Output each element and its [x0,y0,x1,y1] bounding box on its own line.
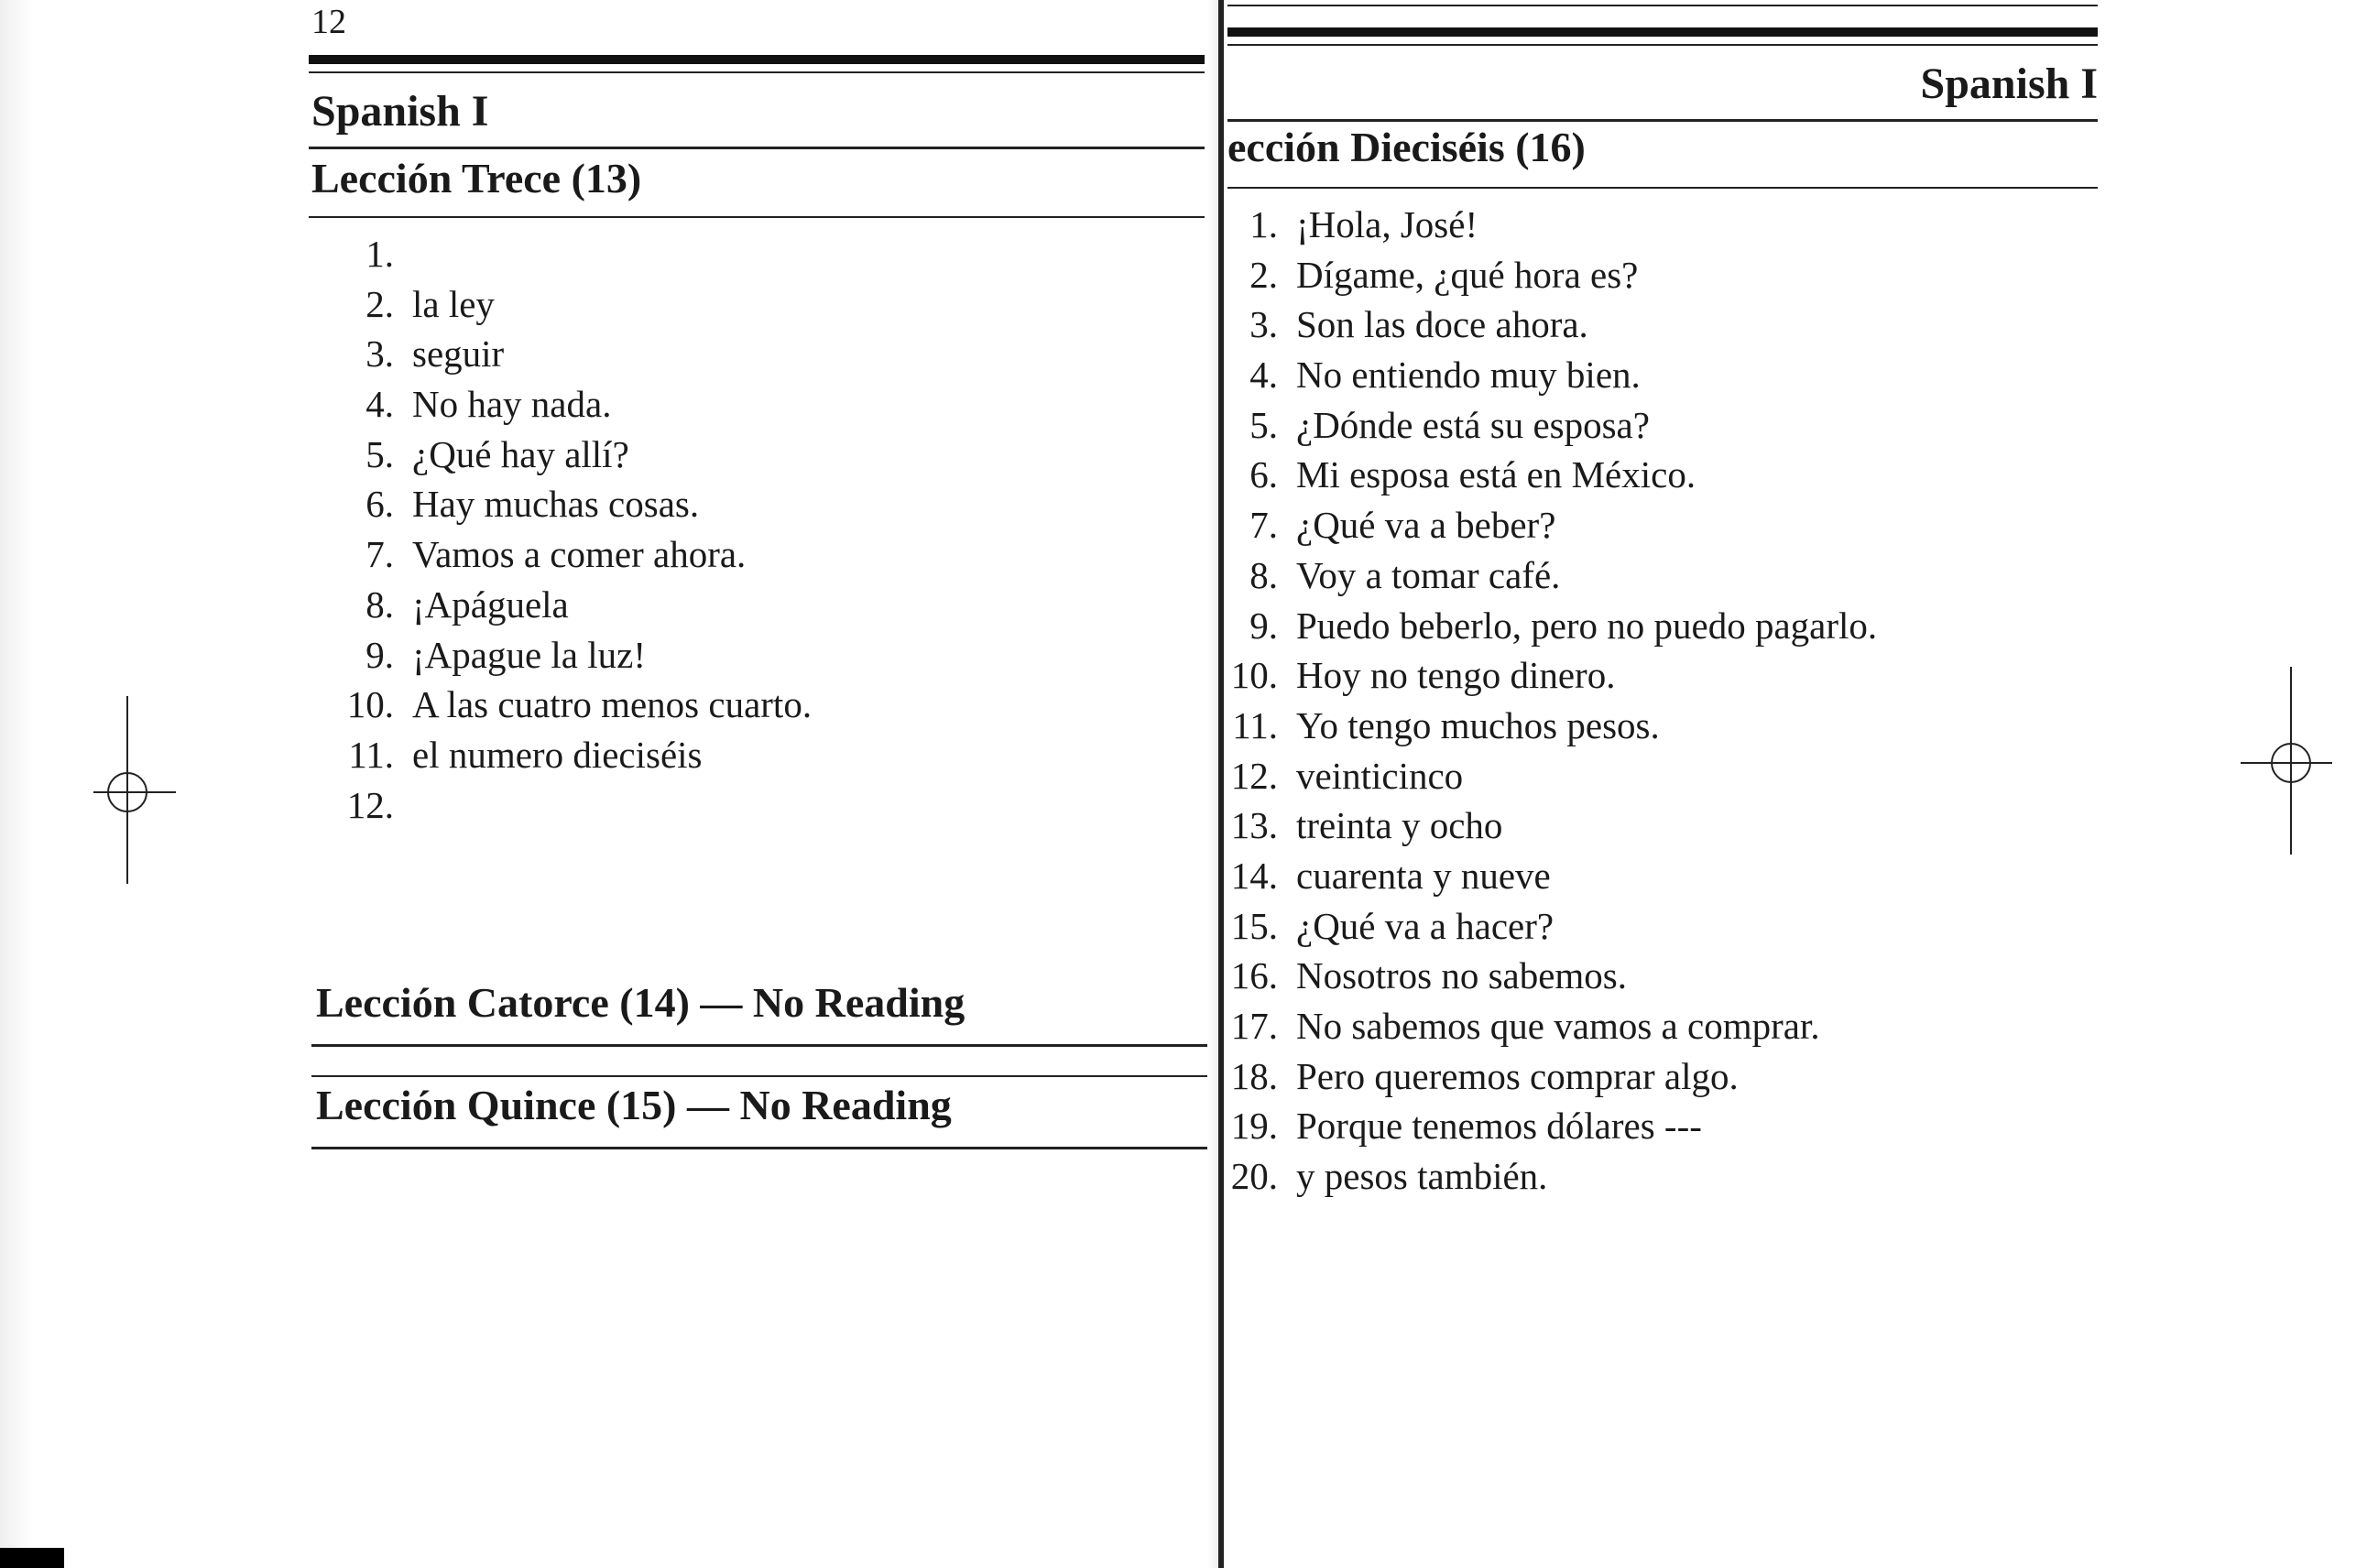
item-text: No entiendo muy bien. [1296,354,1641,397]
page-left-edge-shadow [0,0,33,1568]
list-item [311,780,1173,831]
item-number: 2. [1249,253,1278,296]
lesson-14-rule-bottom [311,1044,1207,1047]
list-item [311,730,1173,780]
lesson-16-rule [1227,187,2098,189]
list-item [1195,901,2093,952]
item-text: ¡Hola, José! [1296,203,1478,245]
list-item [1195,1101,2093,1151]
item-number: 6. [1249,453,1278,496]
list-item [311,329,1173,379]
list-item [1195,701,2093,751]
item-text: ¿Qué va a beber? [1296,504,1556,547]
item-number: 3. [1249,303,1278,346]
list-item [1195,1151,2093,1202]
list-item [311,229,1173,279]
item-number: 4. [1249,354,1278,397]
lesson-15-rule-top [311,1075,1207,1077]
item-number: 2. [365,282,394,325]
item-text: Son las doce ahora. [1296,303,1588,346]
item-text: ¡Apague la luz! [412,633,646,676]
item-number: 10. [1230,654,1278,697]
item-text: ¿Qué va a hacer? [1296,904,1554,947]
item-text: Nosotros no sabemos. [1296,954,1628,997]
registration-mark-right-icon [2231,667,2351,859]
item-text: y pesos también. [1296,1155,1548,1198]
item-number: 15. [1230,904,1278,947]
list-item [1195,250,2093,300]
item-text: Vamos a comer ahora. [412,533,747,576]
item-number: 8. [365,583,394,626]
list-item [1195,751,2093,801]
item-text: veinticinco [1296,754,1464,797]
right-header-thick-rule [1227,27,2098,37]
list-item [1195,601,2093,651]
page-number: 12 [311,3,346,41]
list-item [1195,851,2093,901]
list-item [311,479,1173,529]
item-text: Hoy no tengo dinero. [1296,654,1616,697]
item-number: 11. [1232,703,1278,746]
item-number: 19. [1230,1105,1278,1148]
item-text: No hay nada. [412,383,612,426]
item-text: Dígame, ¿qué hora es? [1296,253,1639,296]
item-text: Puedo beberlo, pero no puedo pagarlo. [1296,604,1878,647]
list-item [311,279,1173,330]
right-top-rule [1227,5,2098,6]
item-text: seguir [412,332,505,376]
item-number: 14. [1230,854,1278,897]
item-text: ¿Dónde está su esposa? [1296,403,1650,446]
item-number: 7. [365,533,394,576]
item-text: la ley [412,282,495,325]
list-item [1195,951,2093,1001]
header-thick-rule [309,55,1205,64]
lesson-13-rule [309,216,1205,218]
list-item [311,630,1173,681]
lesson-15-rule-bottom [311,1147,1207,1149]
list-item [1195,1001,2093,1051]
item-number: 5. [1249,403,1278,446]
item-text: cuarenta y nueve [1296,854,1551,897]
list-item [311,680,1173,730]
item-number: 12. [346,783,394,826]
lesson-14-title: Lección Catorce (14) — No Reading [316,979,965,1026]
right-title-rule [1227,119,2098,122]
scan-corner [0,1548,64,1568]
item-number: 7. [1249,504,1278,547]
item-number: 10. [346,683,394,726]
item-number: 11. [348,733,394,776]
item-text: ¿Qué hay allí? [412,432,629,475]
list-item [1195,450,2093,500]
item-number: 13. [1230,804,1278,847]
item-text: ¡Apáguela [412,583,569,626]
item-number: 9. [1249,604,1278,647]
list-item [1195,800,2093,851]
item-number: 1. [1249,203,1278,245]
list-item [1195,200,2093,250]
item-number: 16. [1230,954,1278,997]
lesson-16-list [1195,200,2093,1202]
lesson-15-title: Lección Quince (15) — No Reading [316,1082,952,1128]
item-text: Mi esposa está en México. [1296,453,1696,496]
registration-mark-left-icon [68,696,187,888]
item-text: No sabemos que vamos a comprar. [1296,1005,1820,1047]
lesson-13-list [311,229,1173,830]
list-item [311,379,1173,430]
item-text: Hay muchas cosas. [412,483,700,526]
list-item [311,430,1173,480]
item-number: 1. [365,233,394,275]
title-rule [309,147,1205,149]
item-text: Porque tenemos dólares --- [1296,1105,1702,1148]
list-item [1195,400,2093,451]
list-item [1195,350,2093,400]
right-book-title: Spanish I [1920,60,2098,108]
item-text: Pero queremos comprar algo. [1296,1054,1739,1097]
left-book-title: Spanish I [311,87,489,136]
lesson-13-title: Lección Trece (13) [311,155,642,201]
lesson-16-title: ección Dieciséis (16) [1227,124,1586,170]
list-item [311,580,1173,630]
list-item [1195,299,2093,350]
item-number: 18. [1230,1054,1278,1097]
item-number: 12. [1230,754,1278,797]
list-item [1195,550,2093,601]
list-item [1195,1051,2093,1102]
item-text: el numero dieciséis [412,733,703,776]
item-number: 8. [1249,553,1278,596]
item-number: 9. [365,633,394,676]
item-text: Yo tengo muchos pesos. [1296,703,1660,746]
item-number: 3. [365,332,394,376]
item-number: 6. [365,483,394,526]
item-text: Voy a tomar café. [1296,553,1561,596]
item-number: 5. [365,432,394,475]
item-text: treinta y ocho [1296,804,1503,847]
item-number: 20. [1230,1155,1278,1198]
right-header-thin-rule [1227,44,2098,46]
item-number: 17. [1230,1005,1278,1047]
list-item [1195,650,2093,701]
item-number: 4. [365,383,394,426]
header-thin-rule [309,71,1205,73]
list-item [1195,500,2093,550]
item-text: A las cuatro menos cuarto. [412,683,813,726]
list-item [311,529,1173,580]
